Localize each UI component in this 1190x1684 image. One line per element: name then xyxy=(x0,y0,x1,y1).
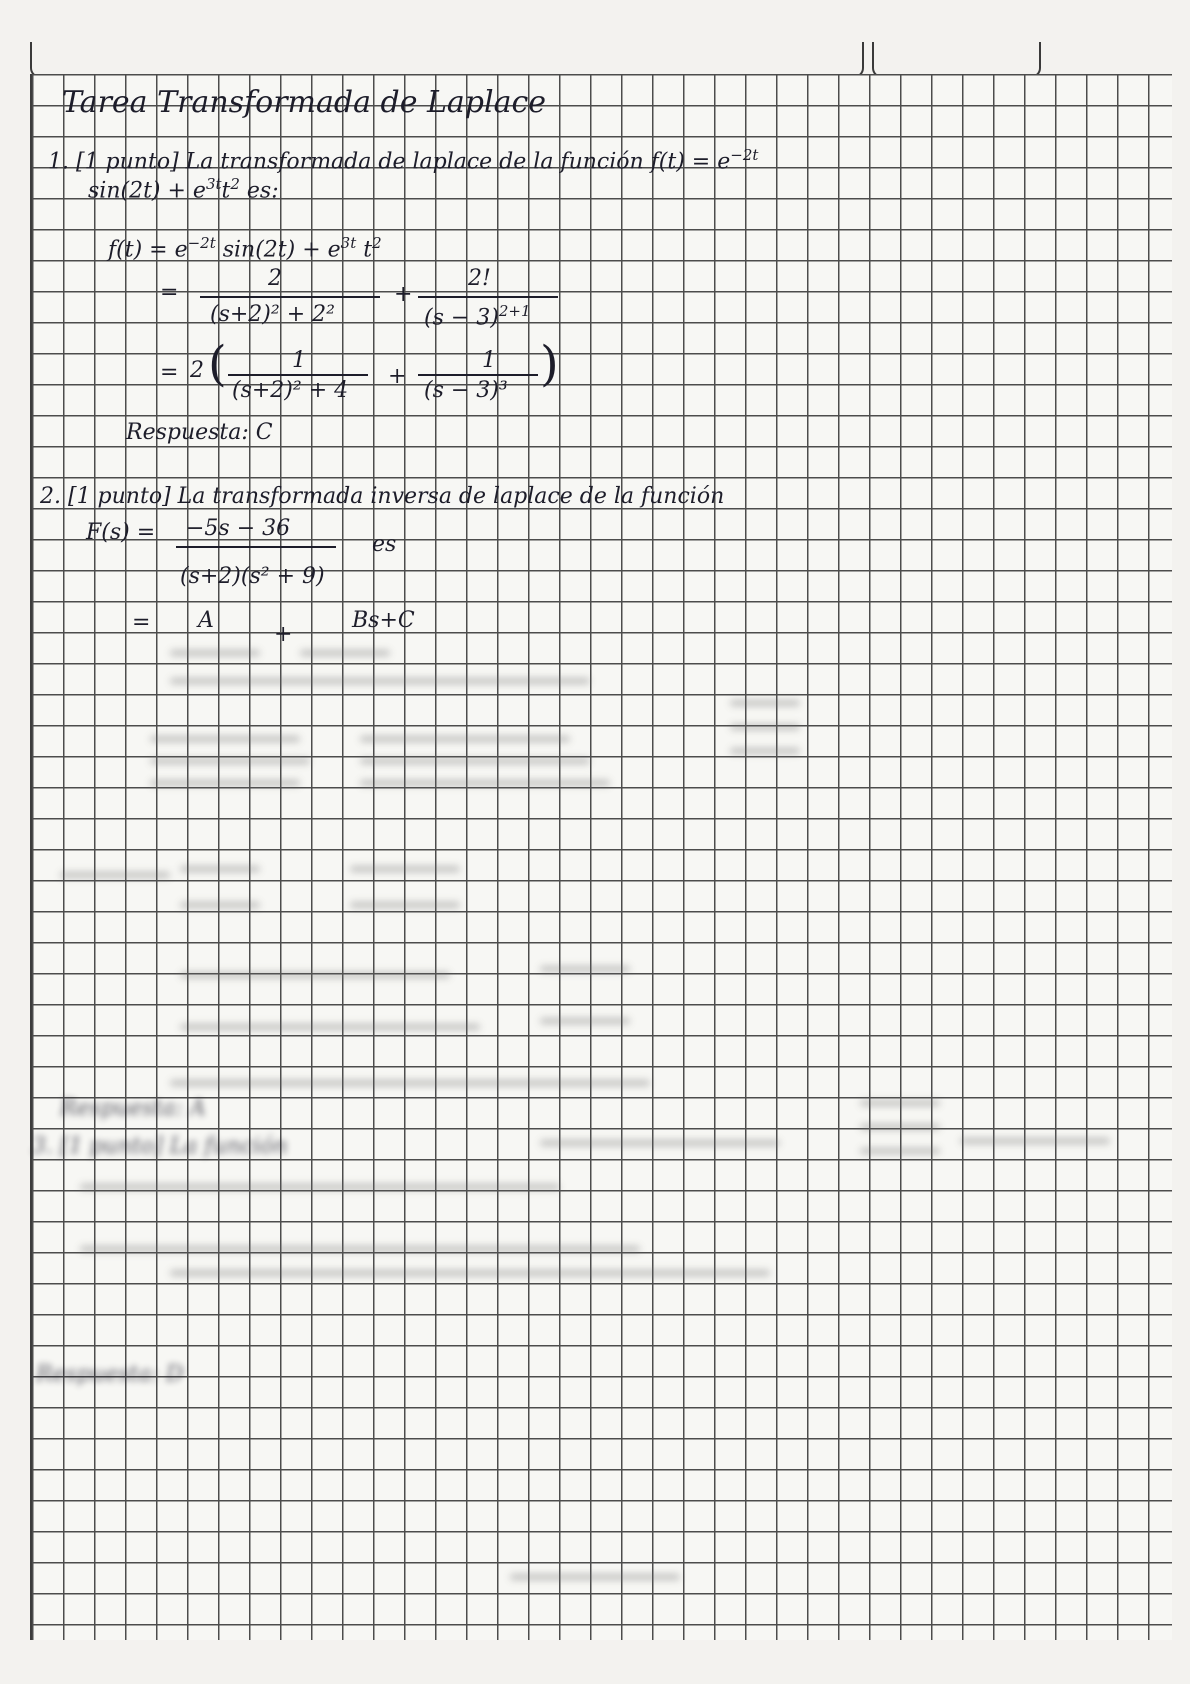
q1-statement-line1: 1. [1 punto] La transformada de laplace de la función $f(t) = e^{-2t}$ xyxy=(48,146,759,175)
q1-step2-num2: 2! xyxy=(468,266,491,291)
header-box-right xyxy=(872,42,1041,78)
header-box-left xyxy=(30,42,864,78)
q1-step3-open-paren: ( xyxy=(208,336,227,392)
blurred-q3-line1: 3. [1 punto] La función xyxy=(32,1134,288,1159)
q2-numerator: −5s − 36 xyxy=(186,516,291,541)
q1-step2-fraction-line2 xyxy=(418,296,558,298)
q1-step2-num1: 2 xyxy=(268,266,282,291)
q2-pf-plus: + xyxy=(274,622,293,647)
q1-step2-fraction-line1 xyxy=(200,296,380,298)
q2-pf-a: A xyxy=(198,608,214,633)
q1-step1: $f(t) = e^{-2t}$ $\sin(2t) + e^{3t}$ $t^2$ xyxy=(108,234,382,263)
blurred-answer-2: Respuesta: A xyxy=(60,1096,206,1121)
q1-step3-fraction-line2 xyxy=(418,374,538,376)
page-title: Tarea Transformada de Laplace xyxy=(62,85,547,120)
q1-step2-plus: + xyxy=(394,282,413,307)
q2-pf-equals: = xyxy=(132,610,151,635)
q2-lhs: F(s) = xyxy=(86,520,156,545)
q2-denominator: (s+2)(s² + 9) xyxy=(180,564,325,589)
q1-step3-equals: = xyxy=(160,360,179,385)
q2-statement-line1: 2. [1 punto] La transformada inversa de laplace de la función xyxy=(40,484,725,509)
q1-step3-den1: (s+2)² + 4 xyxy=(232,378,349,403)
q2-es: es xyxy=(372,532,397,557)
q1-step3-num1: 1 xyxy=(292,348,306,373)
q1-step3-close-paren: ) xyxy=(540,336,559,392)
q1-step3-den2: (s − 3)³ xyxy=(424,378,508,403)
q1-step3-num2: 1 xyxy=(482,348,496,373)
blurred-answer-3: Respuesta: D xyxy=(36,1362,184,1387)
q2-pf-b: Bs+C xyxy=(352,608,415,633)
q1-step2-den2: $(s - 3)^{2+1}$ xyxy=(424,302,531,331)
q1-step2-equals: = xyxy=(160,280,179,305)
q1-step3-fraction-line1 xyxy=(228,374,368,376)
q1-step3-plus: + xyxy=(388,364,407,389)
blurred-region xyxy=(0,640,1190,1684)
q1-statement-line2: $\sin(2t) + e^{3t}t^2$ es: xyxy=(88,175,279,204)
q1-answer: Respuesta: C xyxy=(126,420,273,445)
blurred-content xyxy=(0,640,1190,1684)
q2-fraction-line xyxy=(176,546,336,548)
q1-step3-factor: 2 xyxy=(190,358,204,383)
q1-step2-den1: (s+2)² + 2² xyxy=(210,302,335,327)
